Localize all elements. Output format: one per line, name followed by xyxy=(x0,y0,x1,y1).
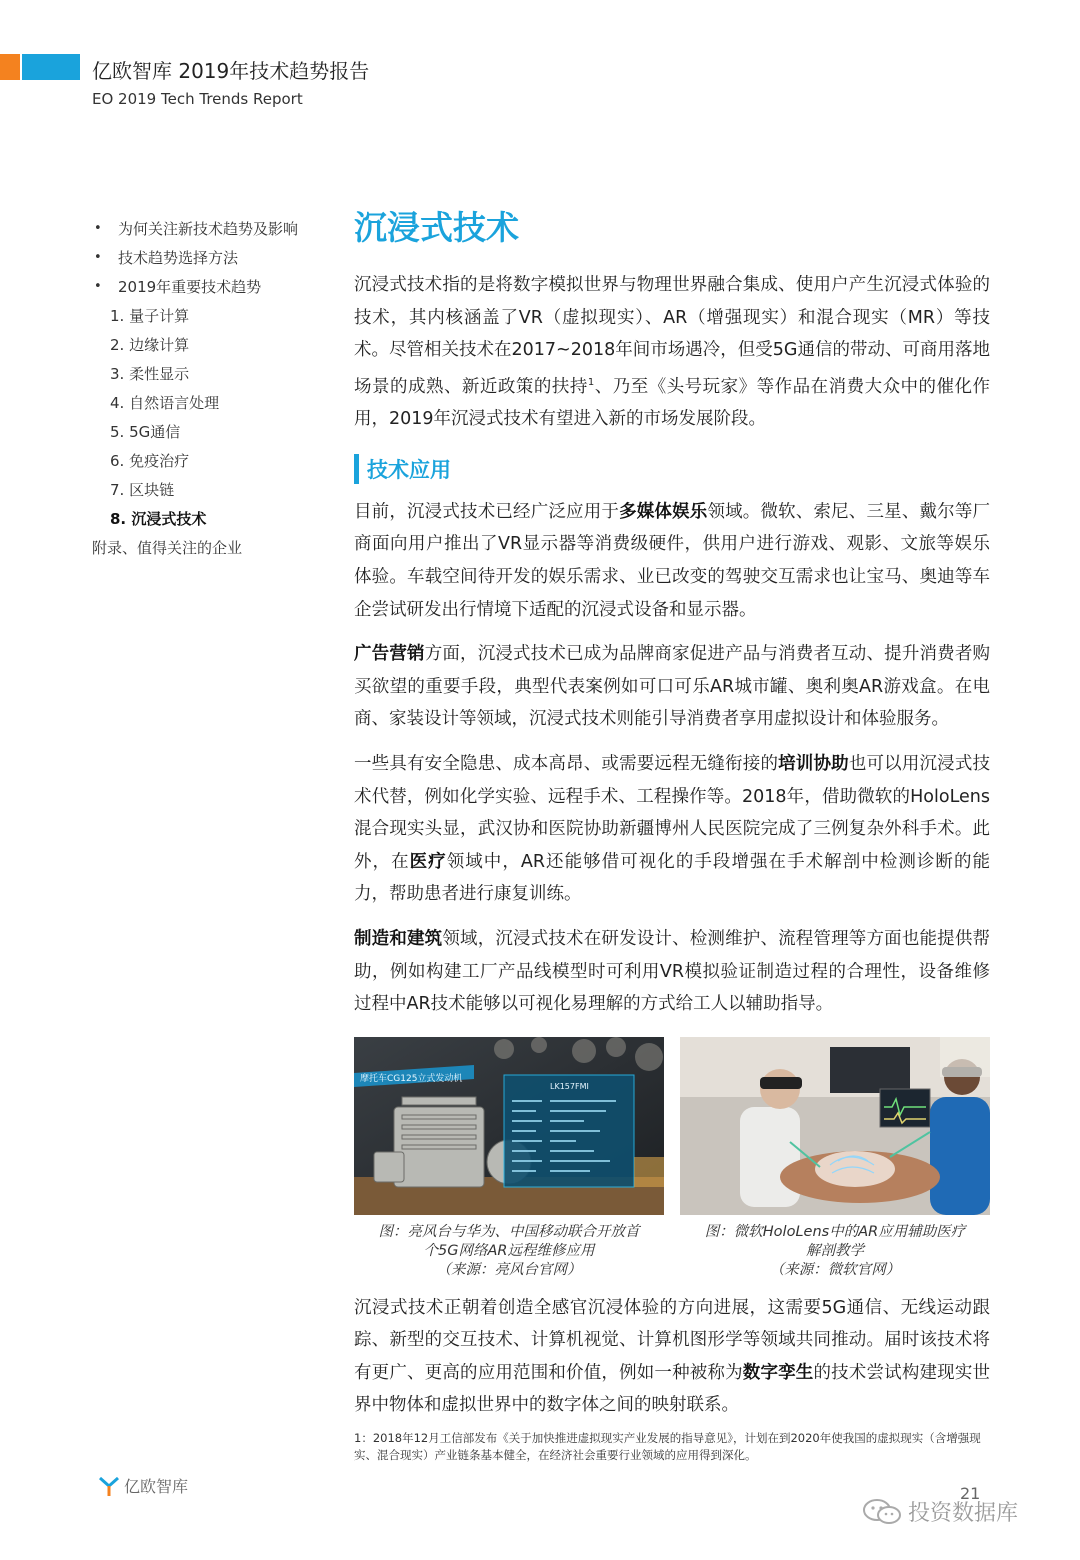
caption-source: （来源：微软官网） xyxy=(769,1261,901,1278)
yiou-logo-icon xyxy=(98,1475,120,1497)
figure-caption xyxy=(680,1223,990,1280)
main-content xyxy=(354,205,990,1434)
toc-item-immersive[interactable]: 8. 沉浸式技术 xyxy=(110,510,207,528)
toc-item-trends[interactable]: • 2019年重要技术趋势 xyxy=(90,276,330,305)
text: 的技术尝试构建现实世界中物体和虚拟世界中的数字体之间的映射联系。 xyxy=(354,1362,991,1416)
section-heading xyxy=(354,454,990,484)
keyword: 制造和建筑 xyxy=(354,928,443,949)
intro-text-tail: 、乃至《头号玩家》等作品在消费大众中的催化作用，2019年沉浸式技术有望进入新的市场发展阶段。 xyxy=(354,376,991,430)
hololens-photo xyxy=(680,1037,990,1215)
keyword: 医疗 xyxy=(409,851,447,872)
figure-row xyxy=(354,1037,990,1280)
toc-item-edge[interactable]: 2. 边缘计算 xyxy=(110,336,190,354)
caption-line: 图：微软HoloLens中的AR应用辅助医疗 xyxy=(704,1223,966,1240)
caption-line: 个5G网络AR远程维修应用 xyxy=(423,1242,595,1259)
toc-item-nlp[interactable]: 4. 自然语言处理 xyxy=(110,394,220,412)
footer-logo xyxy=(98,1474,188,1497)
page-title: 沉浸式技术 xyxy=(354,208,519,247)
table-of-contents xyxy=(90,218,330,566)
toc-item-method[interactable]: • 技术趋势选择方法 xyxy=(90,247,330,276)
header-accent-blue xyxy=(22,54,80,80)
engine-model-label: LK157FMI xyxy=(550,1081,589,1091)
keyword: 广告营销 xyxy=(354,644,425,665)
section-accent-bar xyxy=(354,454,359,484)
paragraph-entertainment xyxy=(354,496,990,626)
text: 沉浸式技术正朝着创造全感官沉浸体验的方向进展，这需要5G通信、无线运动跟踪、新型的交互技术、计算机视觉、计算机图形学等领域共同推动。届时该技术将有更广、更高的应用范围和价值，例如一种被称为 xyxy=(354,1297,990,1383)
caption-line: 图：亮风台与华为、中国移动联合开放首 xyxy=(378,1223,640,1240)
footnote: 1：2018年12月工信部发布《关于加快推进虚拟现实产业发展的指导意见》，计划在到2020年使我国的虚拟现实（含增强现实、混合现实）产业链条基本健全，在经济社会重要行业领域的应用得到深化。 xyxy=(354,1431,981,1462)
figure-hololens-medical xyxy=(680,1037,990,1280)
header-accent-orange xyxy=(0,54,20,80)
keyword: 培训协助 xyxy=(778,753,849,774)
text: 方面，沉浸式技术已成为品牌商家促进产品与消费者互动、提升消费者购买欲望的重要手段，典型代表案例如可口可乐AR城市罐、奥利奥AR游戏盒。在电商、家装设计等领域，沉浸式技术则能引导消费者享用虚拟设计和体验服务。 xyxy=(354,644,990,730)
paragraph-manufacturing xyxy=(354,923,990,1021)
page-number: 21 xyxy=(960,1484,981,1503)
footnote-ref[interactable]: 1 xyxy=(587,376,595,388)
paragraph-advertising xyxy=(354,638,990,736)
toc-item-why[interactable]: • 为何关注新技术趋势及影响 xyxy=(90,218,330,247)
caption-source: （来源：亮风台官网） xyxy=(436,1261,582,1278)
watermark xyxy=(862,1496,1018,1527)
toc-item-appendix[interactable]: 附录、值得关注的企业 xyxy=(92,539,243,557)
toc-item-5g[interactable]: 5. 5G通信 xyxy=(110,423,181,441)
engine-sign-label: 摩托车CG125立式发动机 xyxy=(360,1073,463,1084)
text: 目前，沉浸式技术已经广泛应用于 xyxy=(354,501,620,522)
toc-item-quantum[interactable]: 1. 量子计算 xyxy=(110,307,190,325)
engine-ar-photo xyxy=(354,1037,664,1215)
text: 一些具有安全隐患、成本高昂、或需要远程无缝衔接的 xyxy=(354,753,779,774)
wechat-icon xyxy=(862,1497,902,1527)
section-title: 技术应用 xyxy=(367,457,451,482)
text: 领域。微软、索尼、三星、戴尔等厂商面向用户推出了VR显示器等消费级硬件，供用户进行游戏、观影、文旅等娱乐体验。车载空间待开发的娱乐需求、业已改变的驾驶交互需求也让宝马、奥迪等车企尝试研发出行情境下适配的沉浸式设备和显示器。 xyxy=(354,501,991,620)
engine-ar-illustration xyxy=(354,1037,664,1215)
report-title: 亿欧智库 2019年技术趋势报告 xyxy=(92,59,370,83)
figure-caption xyxy=(354,1223,664,1280)
toc-item-immunotherapy[interactable]: 6. 免疫治疗 xyxy=(110,452,190,470)
text: 也可以用沉浸式技术代替，例如化学实验、远程手术、工程操作等。2018年，借助微软的HoloLens混合现实头显，武汉协和医院协助新疆博州人民医院完成了三例复杂外科手术。此外，在 xyxy=(354,753,991,872)
paragraph-future xyxy=(354,1292,990,1422)
keyword: 多媒体娱乐 xyxy=(619,501,708,522)
report-subtitle: EO 2019 Tech Trends Report xyxy=(92,90,303,108)
watermark-text: 投资数据库 xyxy=(908,1501,1019,1526)
text: 领域中，AR还能够借可视化的手段增强在手术解剖中检测诊断的能力，帮助患者进行康复训练。 xyxy=(354,851,991,905)
toc-item-flexible-display[interactable]: 3. 柔性显示 xyxy=(110,365,190,383)
caption-line: 解剖教学 xyxy=(806,1242,864,1259)
paragraph-training xyxy=(354,748,990,911)
keyword: 数字孪生 xyxy=(742,1362,814,1383)
hololens-illustration xyxy=(680,1037,990,1215)
text: 领域，沉浸式技术在研发设计、检测维护、流程管理等方面也能提供帮助，例如构建工厂产品线模型时可利用VR模拟验证制造过程的合理性，设备维修过程中AR技术能够以可视化易理解的方式给工人以辅助指导。 xyxy=(354,928,990,1015)
toc-item-blockchain[interactable]: 7. 区块链 xyxy=(110,481,175,499)
intro-paragraph xyxy=(354,269,990,436)
intro-text: 沉浸式技术指的是将数字模拟世界与物理世界融合集成、使用户产生沉浸式体验的技术，其内核涵盖了VR（虚拟现实）、AR（增强现实）和混合现实（MR）等技术。尽管相关技术在2017~2018年间市场遇冷，但受5G通信的带动、可商用落地场景的成熟、新近政策的扶持 xyxy=(354,275,990,397)
logo-text: 亿欧智库 xyxy=(124,1477,189,1496)
figure-ar-repair xyxy=(354,1037,664,1280)
